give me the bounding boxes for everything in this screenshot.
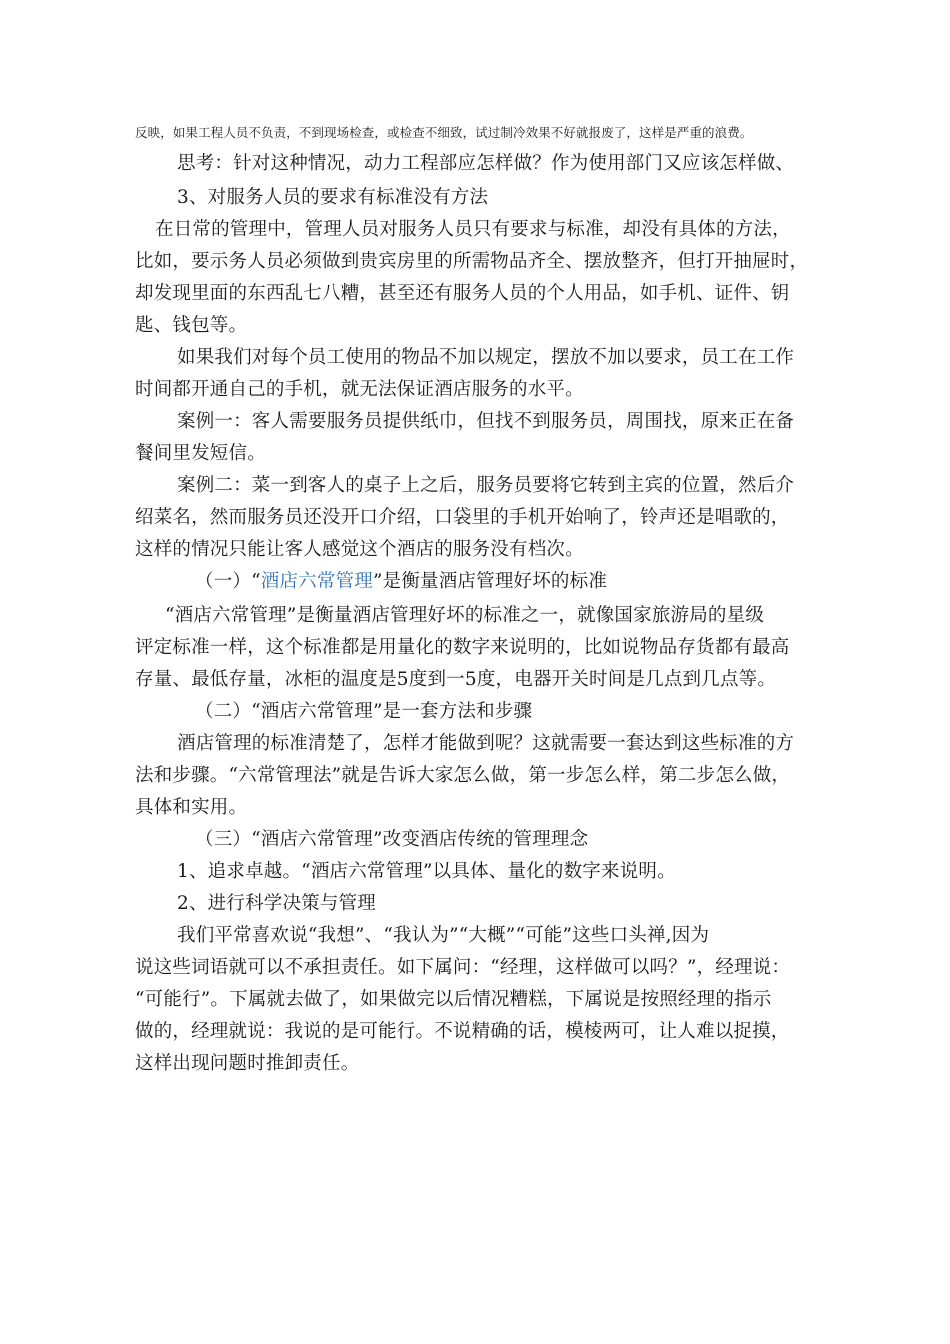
paragraph-line: 比如，要示务人员必须做到贵宾房里的所需物品齐全、摆放整齐，但打开抽屉时，: [135, 251, 809, 272]
section-heading-2: （二）“酒店六常管理”是一套方法和步骤: [195, 701, 533, 722]
paragraph-line: 匙、钱包等。: [135, 315, 248, 336]
list-item: 1、追求卓越。“酒店六常管理”以具体、量化的数字来说明。: [177, 861, 676, 882]
section-heading-1: [195, 570, 607, 594]
paragraph-line: 却发现里面的东西乱七八糟，甚至还有服务人员的个人用品，如手机、证件、钥: [135, 283, 790, 304]
paragraph-line: “酒店六常管理”是衡量酒店管理好坏的标准之一，就像国家旅游局的星级: [165, 605, 765, 626]
paragraph-line: 评定标准一样，这个标准都是用量化的数字来说明的，比如说物品存货都有最高: [135, 637, 790, 658]
paragraph-line: 思考：针对这种情况，动力工程部应怎样做？作为使用部门又应该怎样做、: [177, 153, 795, 174]
paragraph-line: 这样出现问题时推卸责任。: [135, 1053, 360, 1074]
paragraph-line: 案例二：菜一到客人的桌子上之后，服务员要将它转到主宾的位置，然后介: [177, 475, 795, 496]
section-heading-3: （三）“酒店六常管理”改变酒店传统的管理理念: [195, 829, 589, 850]
paragraph-line: 反映，如果工程人员不负责，不到现场检查，或检查不细致，试过制冷效果不好就报废了，这样是严重的浪费。: [135, 125, 753, 140]
paragraph-line: 具体和实用。: [135, 797, 248, 818]
paragraph-line: 我们平常喜欢说“我想”、“我认为”“大概”“可能”这些口头禅,因为: [177, 925, 710, 946]
paragraph-line: 法和步骤。“六常管理法”就是告诉大家怎么做，第一步怎么样，第二步怎么做，: [135, 765, 791, 786]
section-heading: 3、对服务人员的要求有标准没有方法: [177, 187, 489, 208]
paragraph-line: 餐间里发短信。: [135, 443, 266, 464]
paragraph-line: 如果我们对每个员工使用的物品不加以规定，摆放不加以要求，员工在工作: [177, 347, 795, 368]
paragraph-line: 存量、最低存量，冰柜的温度是5度到一5度，电器开关时间是几点到几点等。: [135, 669, 777, 690]
paragraph-line: 酒店管理的标准清楚了，怎样才能做到呢？这就需要一套达到这些标准的方: [177, 733, 795, 754]
list-item: 2、进行科学决策与管理: [177, 893, 376, 914]
hotel-six-management-link[interactable]: 酒店六常管理: [260, 571, 373, 592]
paragraph-line: 时间都开通自己的手机，就无法保证酒店服务的水平。: [135, 379, 584, 400]
paragraph-line: 这样的情况只能让客人感觉这个酒店的服务没有档次。: [135, 539, 584, 560]
paragraph-line: “可能行”。下属就去做了，如果做完以后情况糟糕，下属说是按照经理的指示: [135, 989, 772, 1010]
heading-prefix: （一）“: [195, 571, 261, 592]
paragraph-line: 在日常的管理中，管理人员对服务人员只有要求与标准，却没有具体的方法，: [155, 219, 791, 240]
heading-suffix: ”是衡量酒店管理好坏的标准: [372, 571, 608, 592]
paragraph-line: 做的，经理就说：我说的是可能行。不说精确的话，模棱两可，让人难以捉摸，: [135, 1021, 790, 1042]
paragraph-line: 说这些词语就可以不承担责任。如下属问：“经理，这样做可以吗？”，经理说：: [135, 957, 791, 978]
paragraph-line: 案例一：客人需要服务员提供纸巾，但找不到服务员，周围找，原来正在备: [177, 411, 795, 432]
paragraph-line: 绍菜名，然而服务员还没开口介绍，口袋里的手机开始响了，铃声还是唱歌的，: [135, 507, 790, 528]
